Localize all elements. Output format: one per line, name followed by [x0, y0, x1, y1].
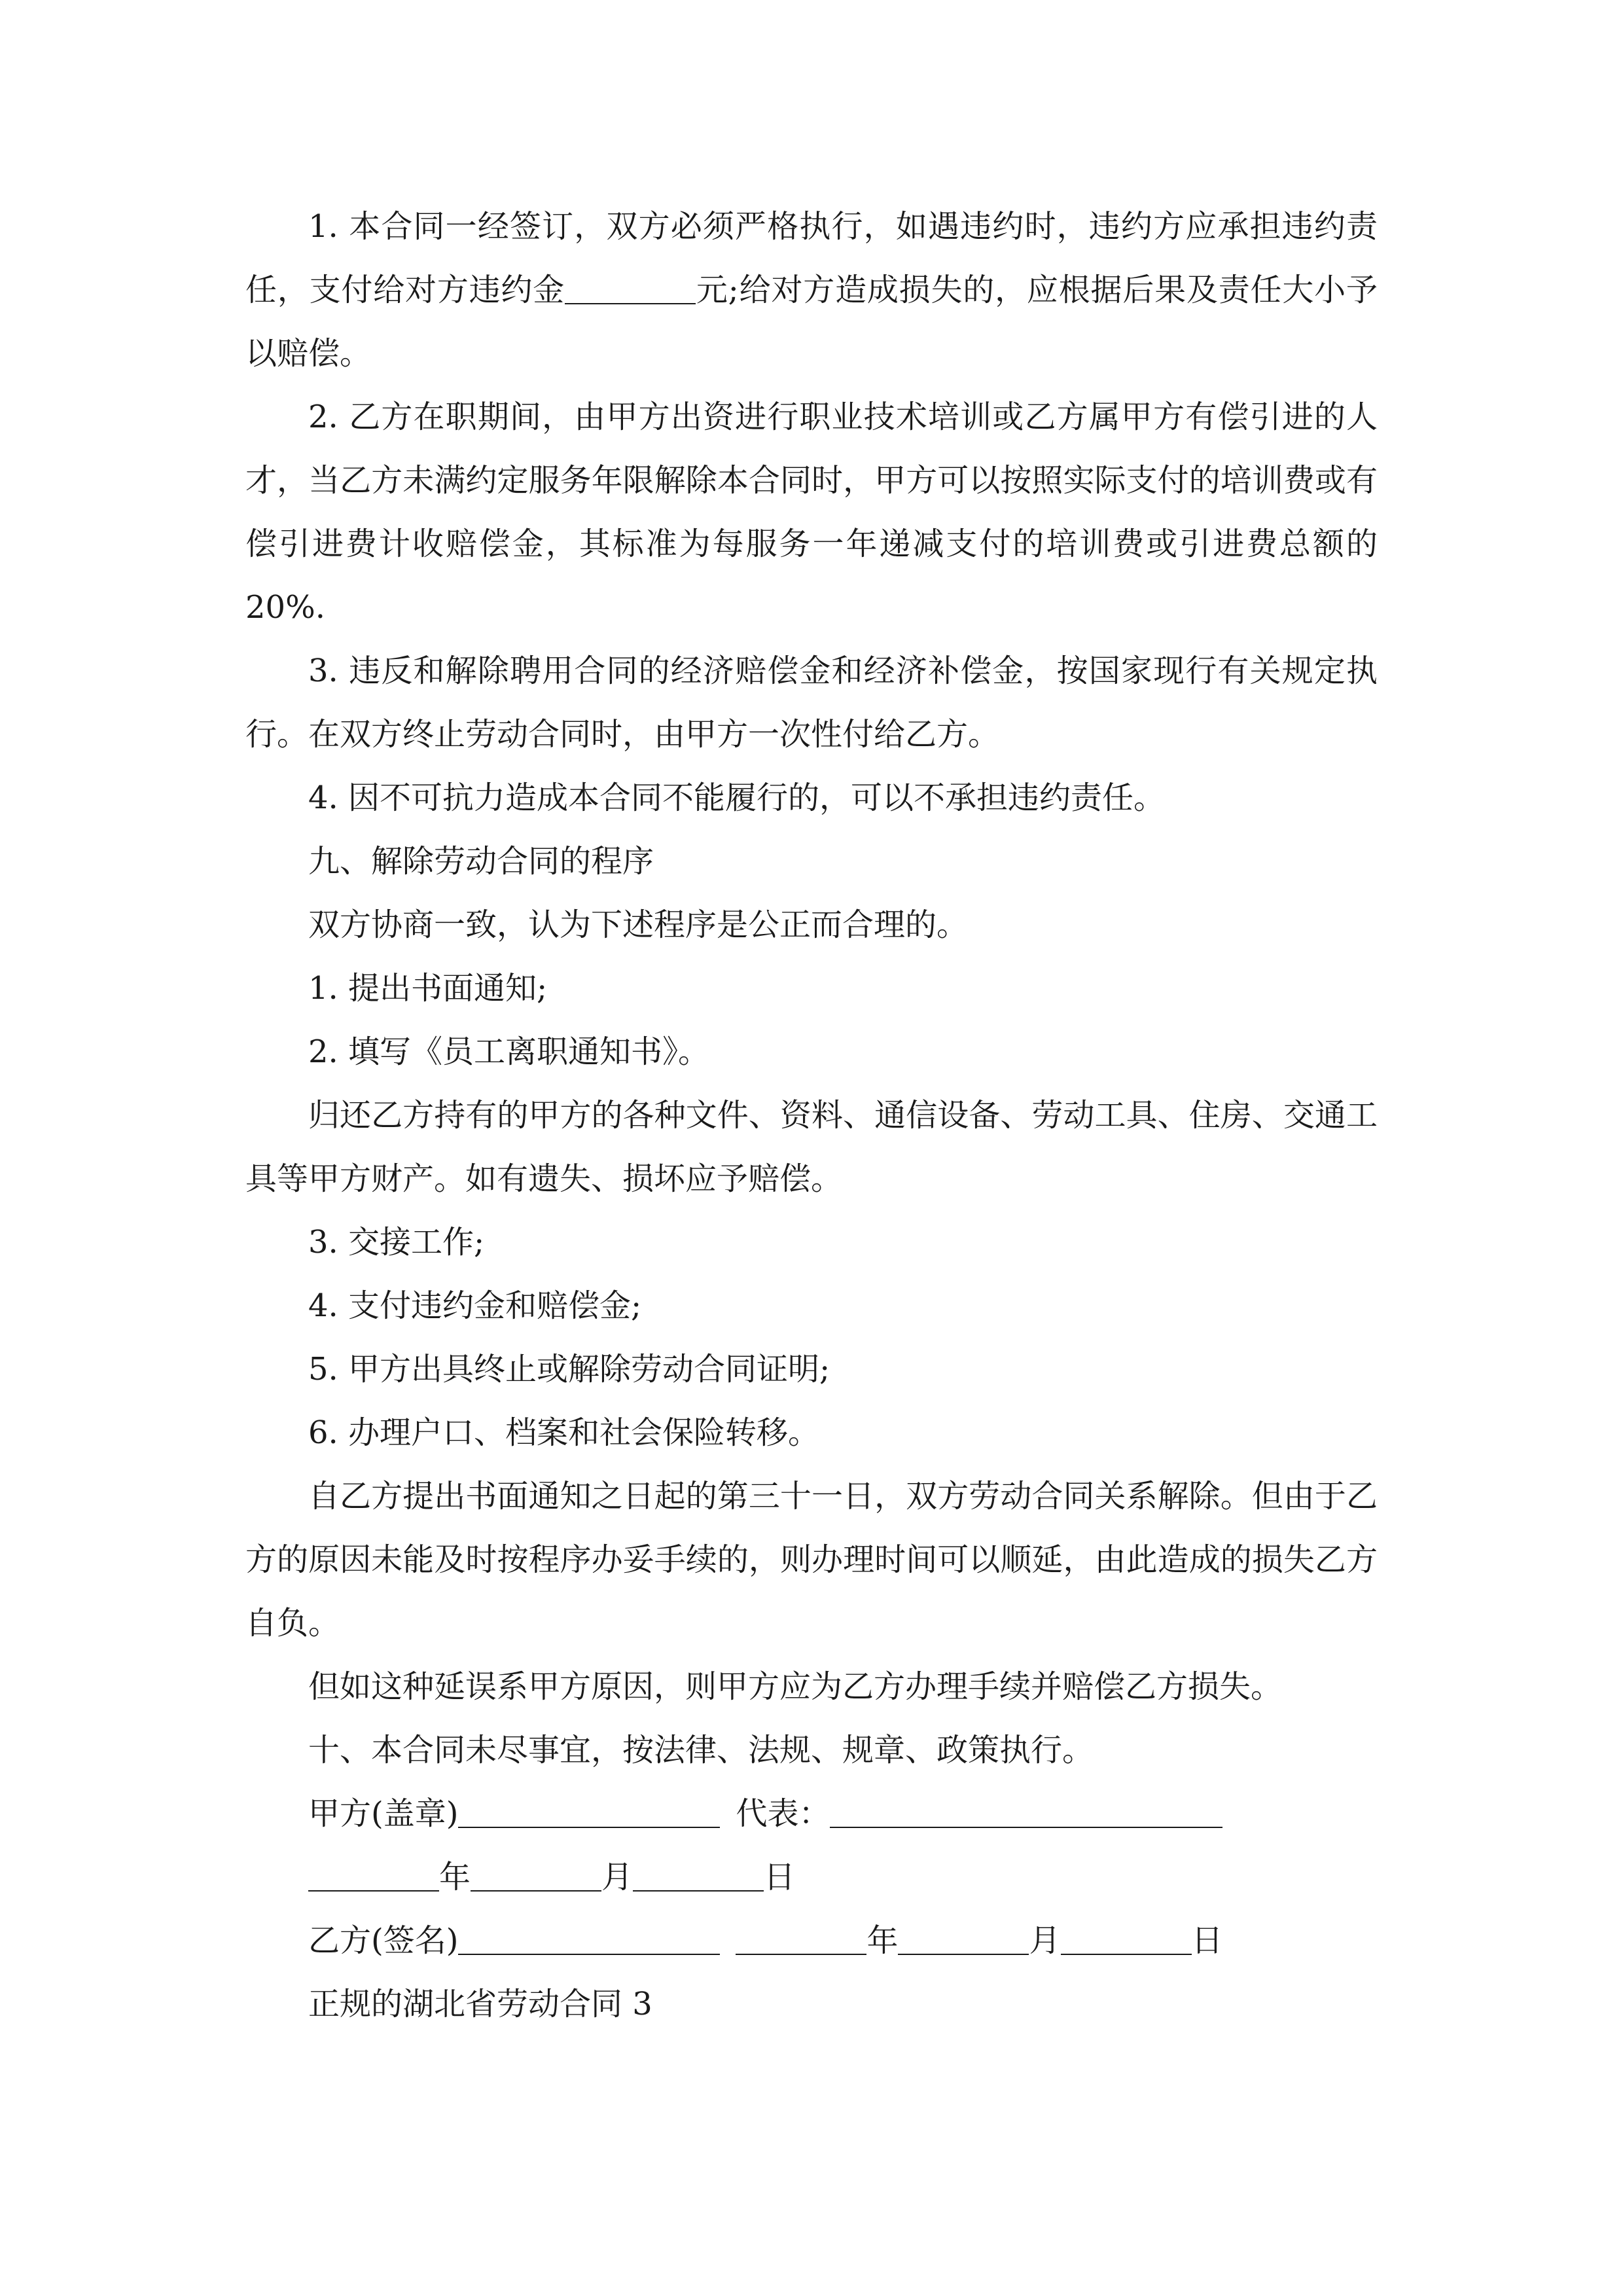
procedure-step-3: 3. 交接工作; — [308, 1224, 485, 1261]
procedure-intro: 双方协商一致，认为下述程序是公正而合理的。 — [308, 906, 969, 943]
clause-breach-penalty-text-1: 1. 本合同一经签订，双方必须严格执行，如遇违约时，违约方应承担违约责任，支付给对方违约金 — [245, 208, 1378, 308]
clause-training-compensation: 2. 乙方在职期间，由甲方出资进行职业技术培训或乙方属甲方有偿引进的人才，当乙方未满约定服务年限解除本合同时，甲方可以按照实际支付的培训费或有偿引进费计收赔偿金，其标准为每服务一年递减支付的培训费或引进费总额的 20%. — [245, 399, 1378, 626]
party-a-year-label: 年 — [439, 1859, 471, 1895]
party-b-month-label: 月 — [1029, 1922, 1061, 1959]
procedure-step-6: 6. 办理户口、档案和社会保险转移。 — [308, 1414, 820, 1451]
party-b-label: 乙方(签名) — [308, 1922, 459, 1959]
clause-breach-penalty-text-2: 元;给对方造成损失的，应根据后果及责任大小予以赔偿。 — [245, 272, 1378, 372]
party-b-day-label: 日 — [1191, 1922, 1223, 1959]
clause-economic-compensation: 3. 违反和解除聘用合同的经济赔偿金和经济补偿金，按国家现行有关规定执行。在双方终止劳动合同时，由甲方一次性付给乙方。 — [245, 653, 1378, 753]
procedure-step-2: 2. 填写《员工离职通知书》。 — [308, 1033, 710, 1070]
party-b-year-blank — [736, 1922, 866, 1955]
party-b-year-label: 年 — [866, 1922, 899, 1959]
party-b-day-blank — [1061, 1922, 1192, 1955]
party-a-month-blank — [471, 1859, 601, 1892]
party-a-label: 甲方(盖章) — [308, 1795, 459, 1832]
clause-force-majeure: 4. 因不可抗力造成本合同不能履行的，可以不承担违约责任。 — [308, 780, 1166, 816]
procedure-return-property: 归还乙方持有的甲方的各种文件、资料、通信设备、劳动工具、住房、交通工具等甲方财产。如有遗失、损坏应予赔偿。 — [245, 1097, 1378, 1197]
party-a-month-label: 月 — [601, 1859, 633, 1895]
party-a-year-blank — [308, 1859, 439, 1892]
section-heading-termination-procedure: 九、解除劳动合同的程序 — [308, 843, 654, 880]
party-b-month-blank — [898, 1922, 1029, 1955]
document-body — [245, 195, 1378, 2036]
next-document-title: 正规的湖北省劳动合同 3 — [308, 1986, 652, 2022]
procedure-step-4: 4. 支付违约金和赔偿金; — [308, 1287, 642, 1324]
clause-breach-penalty — [245, 195, 1378, 386]
procedure-step-1: 1. 提出书面通知; — [308, 970, 548, 1007]
party-a-seal-blank — [458, 1795, 720, 1828]
procedure-step-5: 5. 甲方出具终止或解除劳动合同证明; — [308, 1351, 830, 1388]
representative-blank — [830, 1795, 1222, 1828]
party-a-day-blank — [633, 1859, 764, 1892]
termination-effective-clause: 自乙方提出书面通知之日起的第三十一日，双方劳动合同关系解除。但由于乙方的原因未能及时按程序办妥手续的，则办理时间可以顺延，由此造成的损失乙方自负。 — [245, 1478, 1378, 1641]
representative-label: 代表： — [736, 1795, 830, 1832]
delay-clause: 但如这种延误系甲方原因，则甲方应为乙方办理手续并赔偿乙方损失。 — [308, 1668, 1283, 1705]
signature-party-b — [245, 1909, 1378, 1973]
penalty-amount-blank — [565, 272, 696, 304]
section-heading-miscellaneous: 十、本合同未尽事宜，按法律、法规、规章、政策执行。 — [308, 1732, 1094, 1768]
date-party-a — [245, 1846, 1378, 1909]
signature-party-a — [245, 1782, 1378, 1846]
party-b-sign-blank — [458, 1922, 720, 1955]
party-a-day-label: 日 — [764, 1859, 796, 1895]
